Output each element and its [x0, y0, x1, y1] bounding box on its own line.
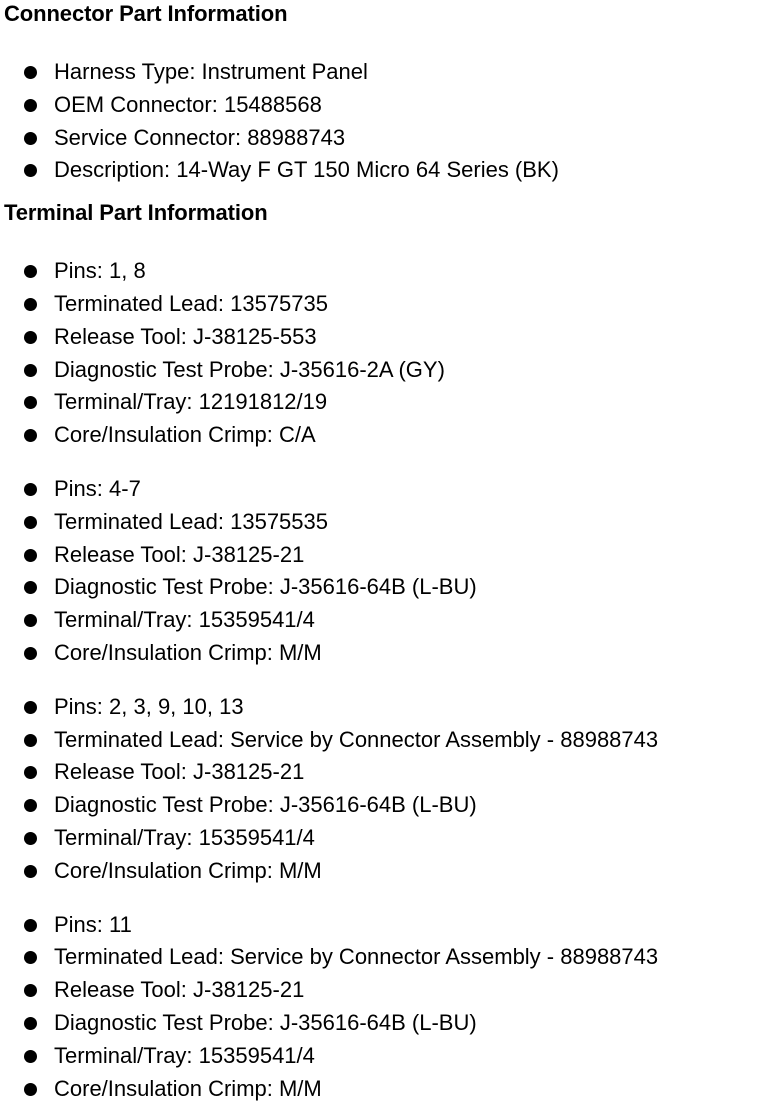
bullet-icon	[24, 581, 37, 594]
list-item	[4, 1007, 768, 1040]
list-item-text: Release Tool: J-38125-21	[54, 977, 305, 1003]
bullet-icon	[24, 865, 37, 878]
list-item-text: Diagnostic Test Probe: J-35616-64B (L-BU)	[54, 574, 477, 600]
bullet-icon	[24, 984, 37, 997]
list-item-text: Terminated Lead: Service by Connector Assembly - 88988743	[54, 944, 659, 970]
list-item-text: Pins: 1, 8	[54, 258, 146, 284]
list-item-text: Diagnostic Test Probe: J-35616-64B (L-BU)	[54, 792, 477, 818]
group-spacer	[4, 452, 768, 473]
list-item	[4, 89, 768, 122]
bullet-icon	[24, 331, 37, 344]
bullet-icon	[24, 766, 37, 779]
list-item	[4, 909, 768, 942]
list-item	[4, 571, 768, 604]
list-item	[4, 941, 768, 974]
list-item-text: Release Tool: J-38125-21	[54, 759, 305, 785]
list-item-text: Description: 14-Way F GT 150 Micro 64 Series (BK)	[54, 157, 559, 183]
list-item	[4, 604, 768, 637]
list-item	[4, 822, 768, 855]
list-item	[4, 473, 768, 506]
bullet-icon	[24, 516, 37, 529]
bullet-icon	[24, 132, 37, 145]
connector-info-list	[4, 56, 768, 187]
list-item-text: Pins: 11	[54, 911, 132, 937]
list-item-text: OEM Connector: 15488568	[54, 91, 322, 117]
bullet-icon	[24, 701, 37, 714]
bullet-icon	[24, 66, 37, 79]
list-item	[4, 354, 768, 387]
bullet-icon	[24, 1083, 37, 1096]
bullet-icon	[24, 164, 37, 177]
list-item	[4, 756, 768, 789]
bullet-icon	[24, 799, 37, 812]
list-item	[4, 691, 768, 724]
connector-part-information-heading: Connector Part Information	[4, 1, 288, 26]
list-item-text: Terminal/Tray: 12191812/19	[54, 389, 328, 415]
list-item	[4, 386, 768, 419]
list-item-text: Diagnostic Test Probe: J-35616-64B (L-BU)	[54, 1009, 477, 1035]
bullet-icon	[24, 99, 37, 112]
list-item-text: Diagnostic Test Probe: J-35616-2A (GY)	[54, 356, 445, 382]
bullet-icon	[24, 951, 37, 964]
list-item-text: Pins: 4-7	[54, 475, 141, 501]
bullet-icon	[24, 1050, 37, 1063]
list-item-text: Release Tool: J-38125-21	[54, 541, 305, 567]
bullet-icon	[24, 832, 37, 845]
bullet-icon	[24, 298, 37, 311]
list-item-text: Terminated Lead: 13575535	[54, 508, 328, 534]
list-item-text: Core/Insulation Crimp: M/M	[54, 1075, 322, 1101]
bullet-icon	[24, 396, 37, 409]
bullet-icon	[24, 483, 37, 496]
list-item	[4, 56, 768, 89]
list-item	[4, 724, 768, 757]
list-item	[4, 122, 768, 155]
list-item-text: Harness Type: Instrument Panel	[54, 59, 368, 84]
terminal-part-information-heading: Terminal Part Information	[4, 200, 268, 226]
bullet-icon	[24, 734, 37, 747]
bullet-icon	[24, 429, 37, 442]
bullet-icon	[24, 549, 37, 562]
list-item	[4, 637, 768, 670]
group-spacer	[4, 670, 768, 691]
list-item	[4, 419, 768, 452]
bullet-icon	[24, 265, 37, 278]
list-item	[4, 154, 768, 187]
list-item	[4, 789, 768, 822]
list-item-text: Service Connector: 88988743	[54, 124, 346, 150]
list-item	[4, 855, 768, 888]
list-item-text: Core/Insulation Crimp: M/M	[54, 639, 322, 665]
list-item-text: Pins: 2, 3, 9, 10, 13	[54, 693, 244, 719]
list-item	[4, 506, 768, 539]
list-item-text: Terminated Lead: Service by Connector Assembly - 88988743	[54, 726, 659, 752]
list-item-text: Terminal/Tray: 15359541/4	[54, 607, 315, 633]
list-item-text: Release Tool: J-38125-553	[54, 323, 317, 349]
terminal-group-list	[4, 255, 768, 452]
list-item	[4, 974, 768, 1007]
bullet-icon	[24, 919, 37, 932]
list-item	[4, 1073, 768, 1105]
bullet-icon	[24, 614, 37, 627]
list-item-text: Terminal/Tray: 15359541/4	[54, 1042, 315, 1068]
list-item-text: Terminal/Tray: 15359541/4	[54, 824, 315, 850]
bullet-icon	[24, 1017, 37, 1030]
list-item	[4, 255, 768, 288]
terminal-group-list	[4, 473, 768, 670]
list-item-text: Core/Insulation Crimp: M/M	[54, 857, 322, 883]
terminal-group-list	[4, 691, 768, 888]
bullet-icon	[24, 647, 37, 660]
group-spacer	[4, 888, 768, 909]
list-item	[4, 321, 768, 354]
terminal-group-list	[4, 909, 768, 1105]
list-item-text: Core/Insulation Crimp: C/A	[54, 422, 316, 448]
list-item-text: Terminated Lead: 13575735	[54, 290, 328, 316]
list-item	[4, 1040, 768, 1073]
bullet-icon	[24, 364, 37, 377]
list-item	[4, 539, 768, 572]
list-item	[4, 288, 768, 321]
